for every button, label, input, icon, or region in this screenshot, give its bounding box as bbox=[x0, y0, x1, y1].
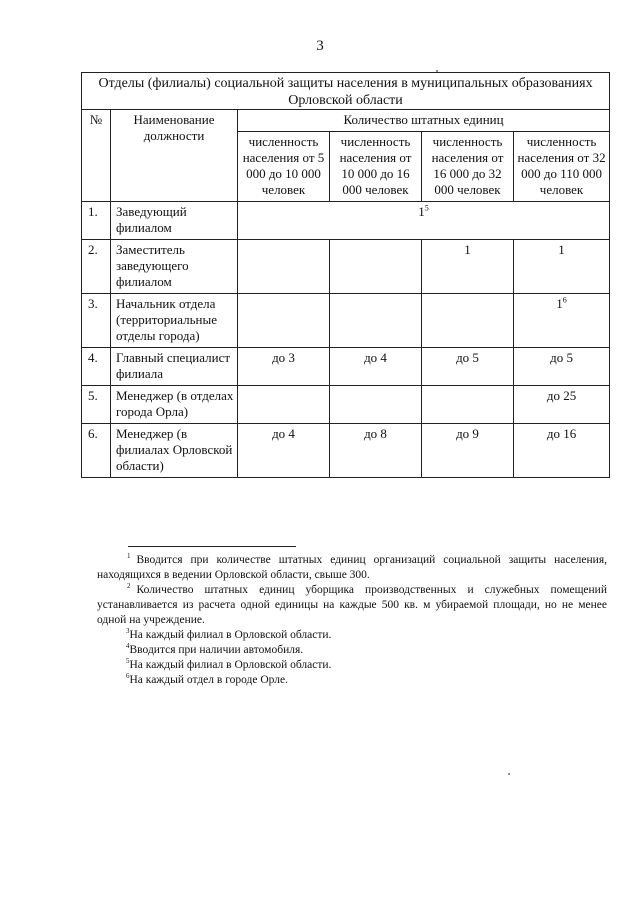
count-cell bbox=[330, 294, 422, 348]
header-staff-count: Количество штатных единиц bbox=[238, 110, 610, 132]
count-cell bbox=[330, 240, 422, 294]
count-cell bbox=[330, 386, 422, 424]
scan-speck bbox=[436, 70, 438, 72]
count-cell bbox=[238, 386, 330, 424]
column-header: численность населения от 10 000 до 16 000 человек bbox=[330, 132, 422, 202]
footnote-mark: 1 bbox=[127, 552, 131, 561]
footnote bbox=[97, 658, 607, 673]
footnote-text: Вводится при наличии автомобиля. bbox=[129, 644, 304, 656]
position-name: Начальник отдела (территориальные отделы города) bbox=[111, 294, 238, 348]
footnotes bbox=[97, 546, 607, 688]
row-number: 6. bbox=[82, 424, 111, 478]
footnote-text: Вводится при количестве штатных единиц организаций социальной защиты населения, находящихся в ведении Орловской области, свыше 300. bbox=[97, 554, 607, 581]
count-value: 1 bbox=[418, 204, 425, 219]
row-number: 1. bbox=[82, 202, 111, 240]
count-cell bbox=[422, 294, 514, 348]
column-header: численность населения от 32 000 до 110 000 человек bbox=[514, 132, 610, 202]
footnote bbox=[97, 643, 607, 658]
position-name: Заместитель заведующего филиалом bbox=[111, 240, 238, 294]
header-position: Наименование должности bbox=[111, 110, 238, 202]
footnote-mark: 6 bbox=[126, 672, 130, 681]
count-cell: до 4 bbox=[330, 348, 422, 386]
count-cell bbox=[238, 294, 330, 348]
count-cell: до 3 bbox=[238, 348, 330, 386]
count-cell bbox=[422, 386, 514, 424]
header-row bbox=[82, 110, 610, 132]
column-header: численность населения от 16 000 до 32 000 человек bbox=[422, 132, 514, 202]
footnote-text: На каждый отдел в городе Орле. bbox=[129, 674, 289, 686]
position-name: Главный специалист филиала bbox=[111, 348, 238, 386]
scan-speck bbox=[508, 773, 510, 775]
position-name: Менеджер (в филиалах Орловской области) bbox=[111, 424, 238, 478]
row-number: 5. bbox=[82, 386, 111, 424]
table-row bbox=[82, 294, 610, 348]
footnote bbox=[97, 583, 607, 628]
header-number: № bbox=[82, 110, 111, 202]
table-title: Отделы (филиалы) социальной защиты населения в муниципальных образованиях Орловской области bbox=[82, 73, 610, 110]
count-cell: до 5 bbox=[514, 348, 610, 386]
count-cell: до 5 bbox=[422, 348, 514, 386]
staffing-table bbox=[81, 72, 610, 478]
footnote bbox=[97, 673, 607, 688]
footnote-ref: 5 bbox=[424, 203, 429, 213]
footnote-mark: 2 bbox=[127, 582, 131, 591]
page-number: 3 bbox=[316, 38, 324, 54]
footnote-text: На каждый филиал в Орловской области. bbox=[129, 629, 332, 641]
count-cell bbox=[238, 240, 330, 294]
count-cell bbox=[514, 294, 610, 348]
footnote bbox=[97, 553, 607, 583]
count-cell: до 16 bbox=[514, 424, 610, 478]
count-cell: до 25 bbox=[514, 386, 610, 424]
footnote-text: Количество штатных единиц уборщика производственных и служебных помещений устанавливается из расчета одной единицы на каждые 500 кв. м убираемой площади, но не менее одной на учреждение. bbox=[97, 584, 607, 626]
footnote-mark: 3 bbox=[126, 627, 130, 636]
footnote-mark: 4 bbox=[126, 642, 130, 651]
table-row bbox=[82, 202, 610, 240]
merged-count-cell bbox=[238, 202, 610, 240]
count-cell: до 9 bbox=[422, 424, 514, 478]
table-row bbox=[82, 240, 610, 294]
column-header: численность населения от 5 000 до 10 000 человек bbox=[238, 132, 330, 202]
footnote-mark: 5 bbox=[126, 657, 130, 666]
row-number: 4. bbox=[82, 348, 111, 386]
count-cell: 1 bbox=[422, 240, 514, 294]
row-number: 2. bbox=[82, 240, 111, 294]
position-name: Менеджер (в отделах города Орла) bbox=[111, 386, 238, 424]
count-cell: 1 bbox=[514, 240, 610, 294]
table-row bbox=[82, 424, 610, 478]
position-name: Заведующий филиалом bbox=[111, 202, 238, 240]
table-row bbox=[82, 386, 610, 424]
table-row bbox=[82, 348, 610, 386]
footnote-ref: 6 bbox=[562, 295, 567, 305]
count-cell: до 4 bbox=[238, 424, 330, 478]
count-cell: до 8 bbox=[330, 424, 422, 478]
row-number: 3. bbox=[82, 294, 111, 348]
footnote-text: На каждый филиал в Орловской области. bbox=[129, 659, 332, 671]
footnote-separator bbox=[128, 546, 296, 547]
footnote bbox=[97, 628, 607, 643]
count-value: 1 bbox=[556, 296, 563, 311]
table-title-row bbox=[82, 73, 610, 110]
